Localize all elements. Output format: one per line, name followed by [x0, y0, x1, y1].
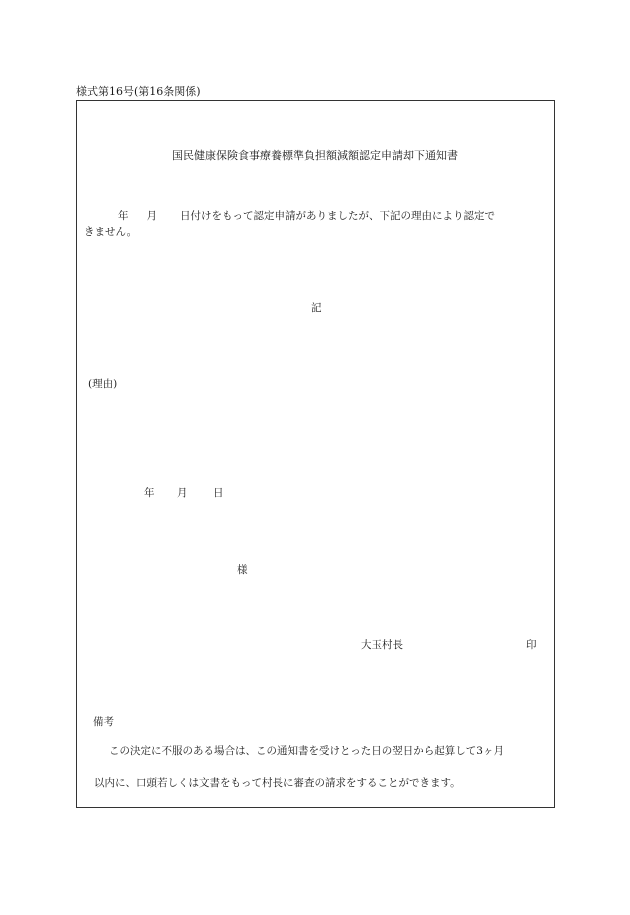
notes-line-2: 以内に、口頭若しくは文書をもって村長に審査の請求をすることができます。	[94, 777, 461, 789]
date-day-char: 日	[213, 487, 224, 499]
body-year-char: 年	[118, 210, 129, 222]
issuer-name: 大玉村長	[361, 639, 403, 651]
body-text-line-2: きません。	[84, 226, 138, 238]
body-month-char: 月	[146, 210, 157, 222]
document-title: 国民健康保険食事療養標準負担額減額認定申請却下通知書	[172, 149, 458, 162]
reason-label: (理由)	[88, 378, 118, 390]
date-year-char: 年	[144, 487, 155, 499]
notes-line-1: この決定に不服のある場合は、この通知書を受けとった日の翌日から起算して3ヶ月	[109, 745, 504, 757]
ki-heading: 記	[311, 302, 322, 314]
body-line-1-rest: 日付けをもって認定申請がありましたが、下記の理由により認定で	[180, 210, 495, 222]
document-frame	[76, 100, 555, 808]
form-number-label: 様式第16号(第16条関係)	[76, 85, 201, 98]
body-text-line-1	[84, 211, 552, 222]
seal-mark: 印	[526, 639, 537, 651]
addressee-suffix: 様	[237, 564, 248, 576]
notes-heading: 備考	[93, 716, 114, 728]
date-month-char: 月	[177, 487, 188, 499]
